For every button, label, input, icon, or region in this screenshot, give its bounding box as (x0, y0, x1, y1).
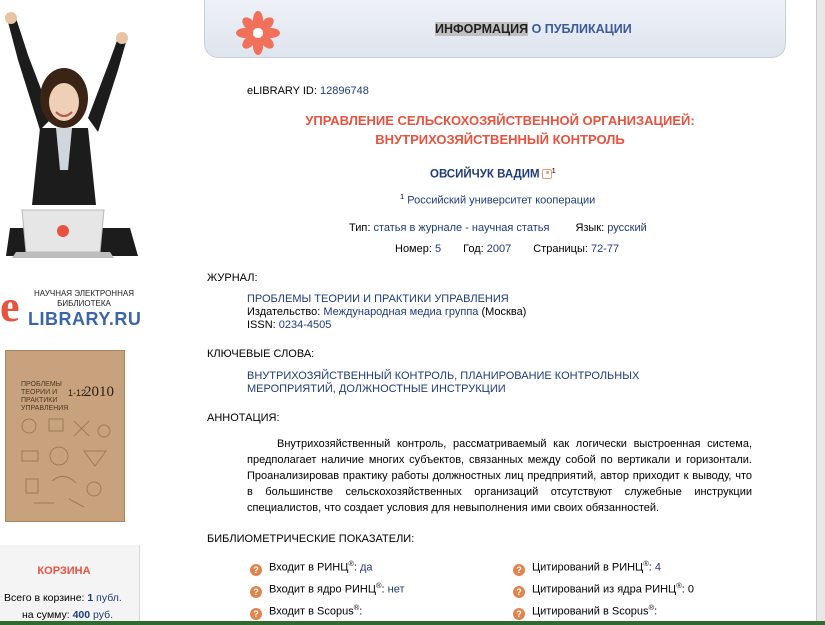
basket-count-unit[interactable]: публ. (93, 592, 122, 604)
author-affiliation-sup: 1 (551, 166, 556, 175)
affiliation-link[interactable]: Российский университет кооперации (407, 194, 596, 207)
registered-mark: ® (348, 559, 354, 568)
bib-label: Цитирований в Scopus (532, 605, 649, 618)
basket-panel (0, 545, 140, 625)
page-title-rest: О ПУБЛИКАЦИИ (528, 22, 632, 36)
logo-tagline-line2: БИБЛИОТЕКА (57, 299, 111, 308)
bib-value: 4 (654, 561, 661, 574)
bib-label: Входит в РИНЦ (269, 561, 349, 574)
number-label: Номер: (395, 243, 435, 255)
logo-name: LIBRARY.RU (28, 309, 142, 329)
journal-name-link[interactable]: ПРОБЛЕМЫ ТЕОРИИ И ПРАКТИКИ УПРАВЛЕНИЯ (247, 293, 509, 305)
bib-value: нет (387, 583, 405, 596)
issn-value: 0234-4505 (278, 319, 332, 331)
issue-row (395, 243, 619, 255)
bib-colon: : (353, 561, 361, 574)
basket-count-label: Всего в корзине: (4, 592, 88, 604)
registered-mark: ® (376, 581, 382, 590)
bib-label: Цитирований из ядра РИНЦ (532, 583, 677, 596)
keyword-link[interactable]: ДОЛЖНОСТНЫЕ ИНСТРУКЦИИ (338, 383, 506, 395)
basket-sum: 400 (72, 609, 91, 621)
affiliation-row (400, 192, 595, 207)
pages-label: Страницы: (533, 243, 591, 255)
logo-e-letter: e (0, 282, 20, 331)
publication-type: статья в журнале - научная статья (373, 222, 550, 234)
type-label: Тип: (349, 222, 374, 234)
affiliation-sup: 1 (400, 192, 405, 201)
bib-colon: : (381, 583, 388, 596)
bib-right-row (513, 603, 657, 620)
publication-pages: 72-77 (591, 243, 620, 255)
journal-cover-image[interactable] (5, 350, 125, 522)
annotation-text: Внутрихозяйственный контроль, рассматриваемый как логически выстроенная система, предполагает наличие многих субъектов, связанных между собой по вертикали и горизонтали. Проанализировав практику работы должностных лиц предприятий, автор приходит к выводу, что в большинстве сельскохозяйственных организаций отсутствуют служебные инструкции специалистов, что создает условия для невыполнения ими своих обязанностей. (247, 438, 752, 514)
publisher-label: Издательство: (247, 306, 324, 318)
help-icon[interactable]: ? (250, 586, 262, 598)
type-row (349, 222, 647, 234)
bib-right-row (513, 559, 661, 576)
help-icon[interactable]: ? (250, 564, 262, 576)
keywords-list: ВНУТРИХОЗЯЙСТВЕННЫЙ КОНТРОЛЬ, ПЛАНИРОВАНИЕ КОНТРОЛЬНЫХ МЕРОПРИЯТИЙ, ДОЛЖНОСТНЫЕ ИНСТРУКЦИИ (247, 370, 640, 395)
cover-year: 2010 (84, 384, 114, 400)
help-icon[interactable]: ? (250, 608, 262, 620)
keywords-heading: КЛЮЧЕВЫЕ СЛОВА: (207, 348, 315, 360)
bib-label: Входит в ядро РИНЦ (269, 583, 377, 596)
keyword-link[interactable]: ВНУТРИХОЗЯЙСТВЕННЫЙ КОНТРОЛЬ (247, 370, 455, 382)
basket-sum-label: на сумму: (22, 609, 73, 621)
bib-left-row (250, 603, 362, 620)
elibrary-id-row (247, 85, 369, 97)
publication-info (200, 0, 810, 625)
author-row (430, 166, 556, 181)
window-bottom-border (0, 621, 825, 625)
window-scrollbar[interactable] (816, 0, 825, 625)
bib-label: Цитирований в РИНЦ (532, 561, 644, 574)
bibliometrics-heading: БИБЛИОМЕТРИЧЕСКИЕ ПОКАЗАТЕЛИ: (207, 533, 415, 545)
publication-title: УПРАВЛЕНИЕ СЕЛЬСКОХОЗЯЙСТВЕННОЙ ОРГАНИЗАЦИЕЙ: ВНУТРИХОЗЯЙСТВЕННЫЙ КОНТРОЛЬ (305, 113, 695, 147)
author-profile-icon[interactable] (542, 169, 552, 179)
elibrary-id: 12896748 (319, 85, 369, 97)
registered-mark: ® (353, 603, 360, 612)
cover-title-line1: ПРОБЛЕМЫ (21, 381, 62, 388)
bib-colon: : (359, 605, 363, 618)
elibrary-id-label: eLIBRARY ID: (247, 85, 320, 97)
registered-mark: ® (648, 603, 655, 612)
left-column (0, 0, 145, 625)
issn-row (247, 319, 331, 331)
bib-left-row (250, 559, 373, 576)
publication-language: русский (607, 222, 647, 234)
publisher-city: (Москва) (478, 306, 527, 318)
page-title-highlight: ИНФОРМАЦИЯ (435, 22, 529, 36)
basket-title[interactable]: КОРЗИНА (37, 565, 91, 577)
registered-mark: ® (676, 581, 682, 590)
bib-value: 0 (687, 583, 694, 596)
basket-sum-line (22, 609, 113, 621)
keyword-link[interactable]: ПЛАНИРОВАНИЕ КОНТРОЛЬНЫХ МЕРОПРИЯТИЙ (247, 370, 640, 395)
publication-year: 2007 (486, 243, 512, 255)
hero-illustration (0, 0, 145, 262)
journal-heading: ЖУРНАЛ: (207, 272, 258, 284)
bib-value: да (360, 561, 373, 574)
cover-pattern (14, 411, 118, 511)
language-label: Язык: (575, 222, 608, 234)
bib-label: Входит в Scopus (269, 605, 354, 618)
help-icon[interactable]: ? (513, 608, 525, 620)
annotation-heading: АННОТАЦИЯ: (207, 412, 280, 424)
help-icon[interactable]: ? (513, 564, 525, 576)
bib-colon: : (681, 583, 688, 596)
basket-count-line (4, 592, 122, 604)
issue-number-link[interactable]: 5 (434, 243, 442, 255)
bib-right-row (513, 581, 694, 598)
author-link[interactable]: ОВСИЙЧУК ВАДИМ (430, 168, 540, 181)
publisher-link[interactable]: Международная медиа группа (323, 306, 479, 318)
cover-title-line2: ТЕОРИИ И ПРАКТИКИ (21, 389, 58, 404)
basket-sum-unit: руб. (90, 609, 114, 621)
bib-left-row (250, 581, 405, 598)
cover-issue: 1-12 (68, 388, 87, 398)
bib-colon: : (654, 605, 658, 618)
logo-tagline-line1: НАУЧНАЯ ЭЛЕКТРОННАЯ (34, 289, 134, 298)
elibrary-logo[interactable] (0, 282, 145, 331)
bib-colon: : (648, 561, 655, 574)
logo-tagline (30, 289, 138, 309)
help-icon[interactable]: ? (513, 586, 525, 598)
registered-mark: ® (643, 559, 649, 568)
cover-title-line3: УПРАВЛЕНИЯ (21, 405, 69, 412)
year-label: Год: (463, 243, 487, 255)
publisher-row (247, 306, 526, 318)
basket-count[interactable]: 1 (87, 592, 94, 604)
issn-label: ISSN: (247, 319, 279, 331)
